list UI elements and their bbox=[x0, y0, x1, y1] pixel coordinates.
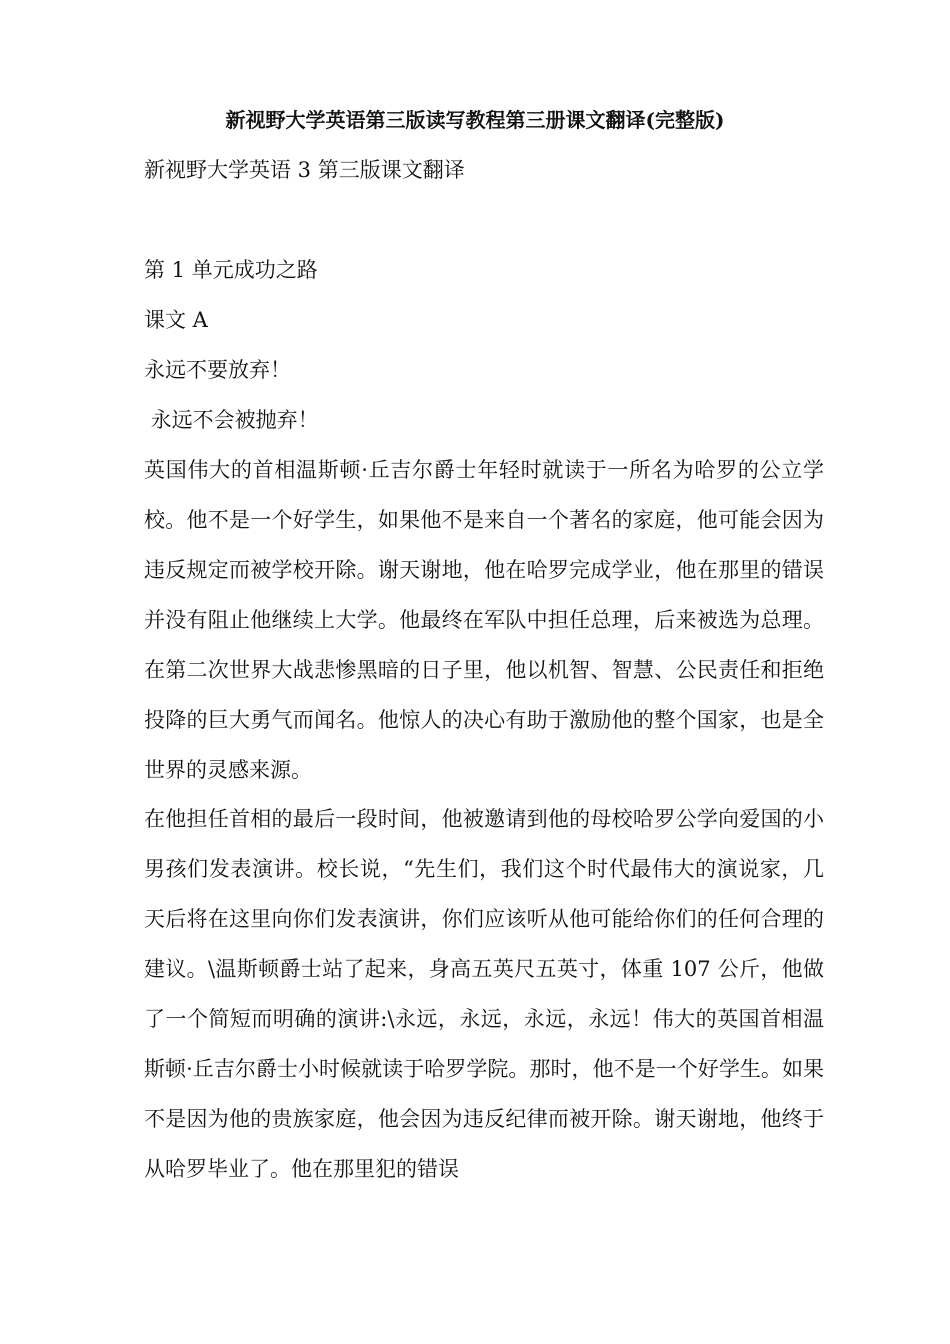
text-label: 课文 A bbox=[144, 308, 208, 332]
paragraph-1: 英国伟大的首相温斯顿·丘吉尔爵士年轻时就读于一所名为哈罗的公立学校。他不是一个好学生，如果他不是来自一个著名的家庭，他可能会因为违反规定而被学校开除。谢天谢地，他在哈罗完成学业，他在那里的错误并没有阻止他继续上大学。他最终在军队中担任总理，后来被选为总理。在第二次世界大战悲惨黑暗的日子里，他以机智、智慧、公民责任和拒绝投降的巨大勇气而闻名。他惊人的决心有助于激励他的整个国家，也是全世界的灵感来源。 bbox=[144, 458, 824, 782]
passage-title: 永远不要放弃！ bbox=[144, 358, 291, 382]
paragraph-2: 在他担任首相的最后一段时间，他被邀请到他的母校哈罗公学向爱国的小男孩们发表演讲。校长说，“先生们，我们这个时代最伟大的演说家，几天后将在这里向你们发表演讲，你们应该听从他可能给你们的任何合理的建议。\温斯顿爵士站了起来，身高五英尺五英寸，体重 107 公斤，他做了一个简短而明确的演讲:\永远，永远，永远，永远！伟大的英国首相温斯顿·丘吉尔爵士小时候就读于哈罗学院。那时，他不是一个好学生。如果不是因为他的贵族家庭，他会因为违反纪律而被开除。谢天谢地，他终于从哈罗毕业了。他在那里犯的错误 bbox=[144, 807, 824, 1181]
document-title: 新视野大学英语第三版读写教程第三册课文翻译(完整版) bbox=[225, 108, 725, 132]
passage-subtitle: 永远不会被抛弃！ bbox=[144, 408, 319, 432]
document-subtitle: 新视野大学英语 3 第三版课文翻译 bbox=[144, 158, 465, 182]
unit-heading: 第 1 单元成功之路 bbox=[144, 258, 318, 282]
